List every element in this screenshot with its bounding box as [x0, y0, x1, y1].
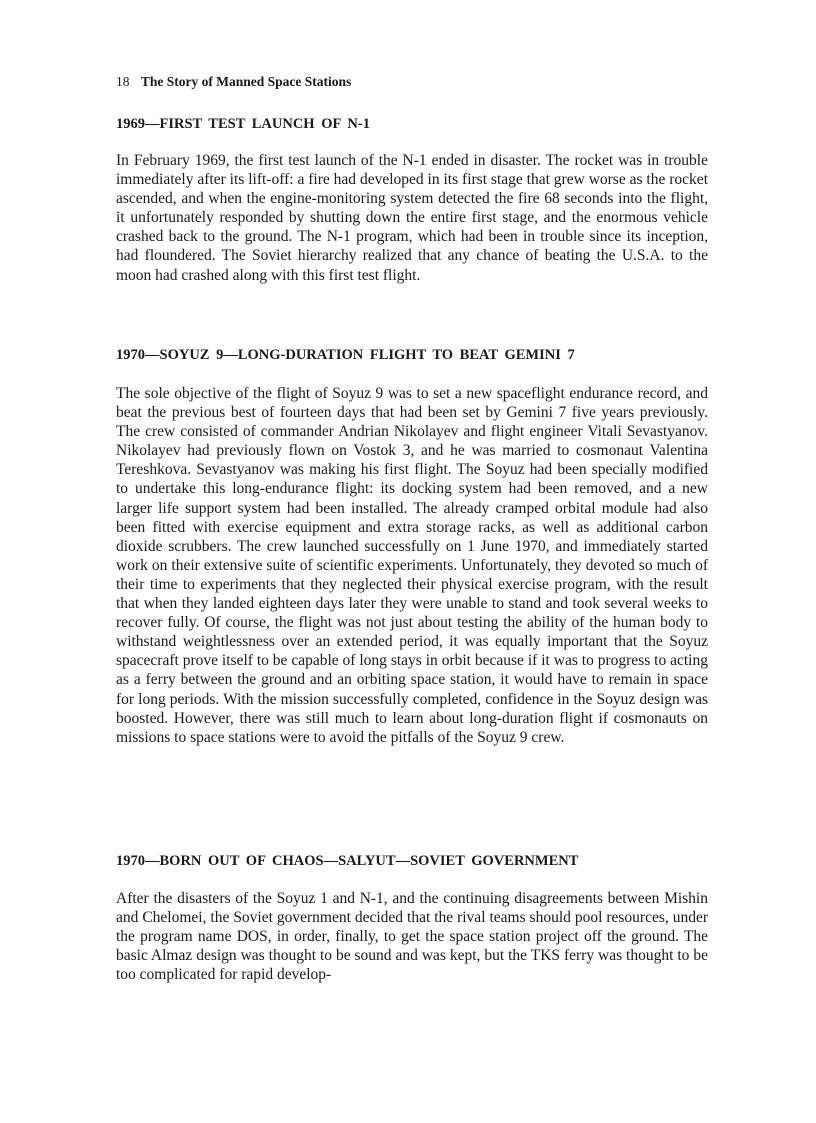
section-heading-first-test-launch: 1969—FIRST TEST LAUNCH OF N-1	[116, 116, 370, 132]
section-heading-soyuz-9: 1970—SOYUZ 9—LONG-DURATION FLIGHT TO BEAT GEMINI 7	[116, 347, 575, 363]
book-title: The Story of Manned Space Stations	[140, 74, 352, 89]
page-number: 18	[116, 74, 130, 89]
running-head	[116, 73, 351, 91]
paragraph-soyuz-9: The sole objective of the flight of Soyuz 9 was to set a new spaceflight endurance record, and beat the previous best of fourteen days that had been set by Gemini 7 five years previously. The crew consisted of commander Andrian Nikolayev and flight engineer Vitali Sevastyanov. Nikolayev had previously flown on Vostok 3, and he was married to cosmonaut Valentina Tereshkova. Sevastyanov was making his first flight. The Soyuz had been specially modified to undertake this long-endurance flight: its docking system had been removed, and a new larger life support system had been installed. The already cramped orbital module had also been fitted with exercise equipment and extra storage racks, as well as additional carbon dioxide scrubbers. The crew launched successfully on 1 June 1970, and immediately started work on their extensive suite of scientific experiments. Unfortunately, they devoted so much of their time to experiments that they neglected their physical exercise program, with the result that when they landed eighteen days later they were unable to stand and took several weeks to recover fully. Of course, the flight was not just about testing the ability of the human body to withstand weightlessness over an extended period, it was equally important that the Soyuz spacecraft prove itself to be capable of long stays in orbit because if it was to progress to acting as a ferry between the ground and an orbiting space station, it would have to remain in space for long periods. With the mission successfully completed, confidence in the Soyuz design was boosted. However, there was still much to learn about long-duration flight if cosmonauts on missions to space stations were to avoid the pitfalls of the Soyuz 9 crew.	[116, 385, 708, 746]
section-heading-salyut: 1970—BORN OUT OF CHAOS—SALYUT—SOVIET GOVERNMENT	[116, 853, 579, 869]
paragraph-first-test-launch: In February 1969, the first test launch of the N-1 ended in disaster. The rocket was in trouble immediately after its lift-off: a fire had developed in its first stage that grew worse as the rocket ascended, and when the engine-monitoring system detected the fire 68 seconds into the flight, it unfortunately responded by shutting down the entire first stage, and the enormous vehicle crashed back to the ground. The N-1 program, which had been in trouble since its inception, had floundered. The Soviet hierarchy realized that any chance of beating the U.S.A. to the moon had crashed along with this first test flight.	[116, 152, 708, 284]
paragraph-salyut: After the disasters of the Soyuz 1 and N-1, and the continuing disagreements between Mishin and Chelomei, the Soviet government decided that the rival teams should pool resources, under the program name DOS, in order, finally, to get the space station project off the ground. The basic Almaz design was thought to be sound and was kept, but the TKS ferry was thought to be too complicated for rapid develop-	[116, 890, 708, 984]
